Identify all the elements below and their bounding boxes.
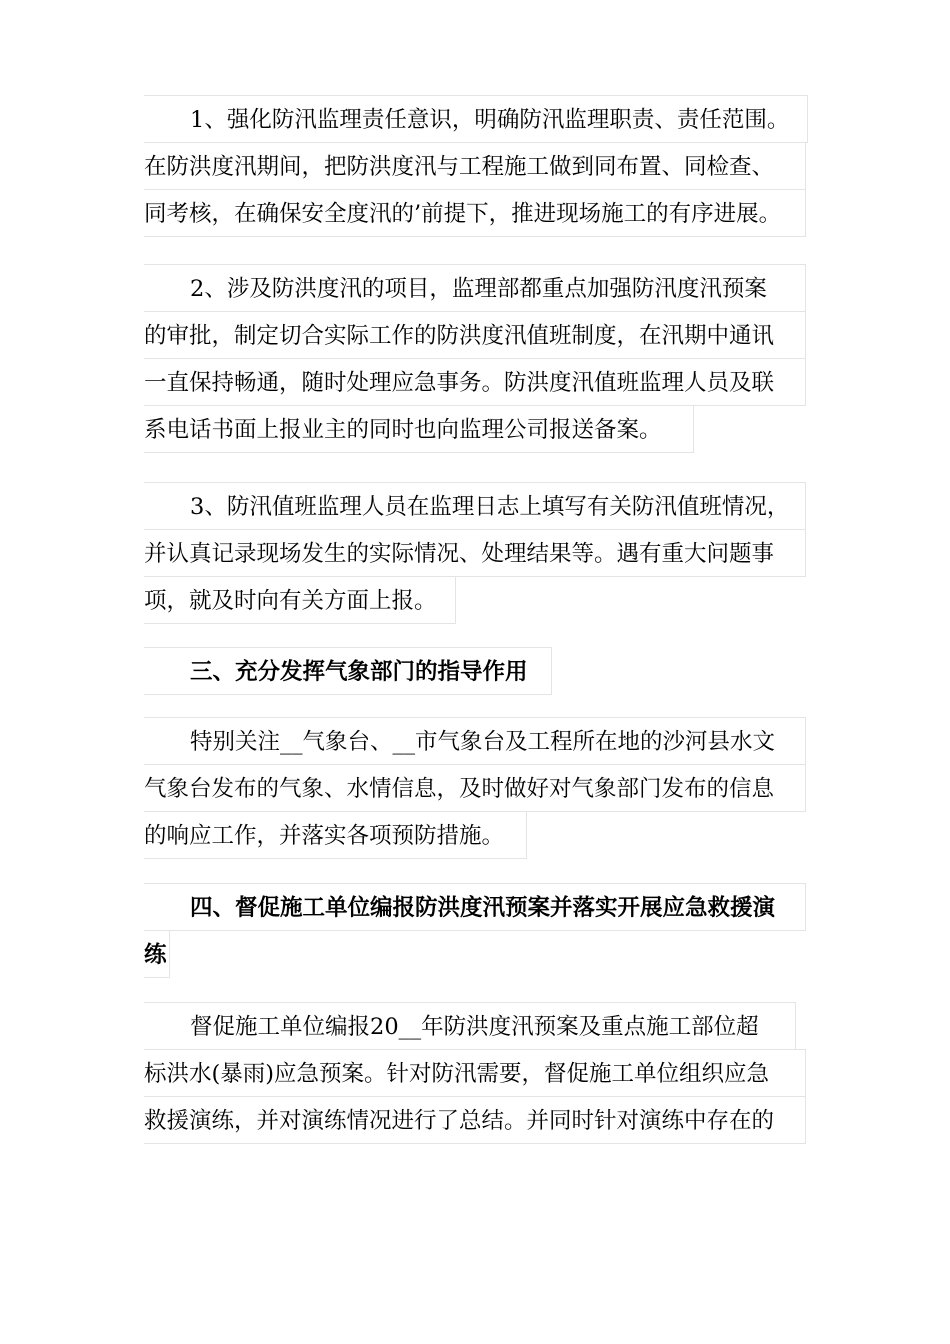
- text-line: 在防洪度汛期间，把防洪度汛与工程施工做到同布置、同检查、: [144, 142, 806, 190]
- text-line: 1、强化防汛监理责任意识，明确防汛监理职责、责任范围。: [144, 95, 808, 143]
- text-line: 一直保持畅通，随时处理应急事务。防洪度汛值班监理人员及联: [144, 358, 806, 406]
- heading-line: 三、充分发挥气象部门的指导作用: [144, 647, 552, 695]
- text-line: 气象台发布的气象、水情信息，及时做好对气象部门发布的信息: [144, 764, 806, 812]
- paragraph-5: [144, 1003, 806, 1144]
- paragraph-1: [144, 96, 806, 237]
- text-line: 系电话书面上报业主的同时也向监理公司报送备案。: [144, 405, 694, 453]
- text-line: 项，就及时向有关方面上报。: [144, 576, 456, 624]
- heading-line: 练: [144, 930, 170, 978]
- text-line: 督促施工单位编报20__年防洪度汛预案及重点施工部位超: [144, 1002, 796, 1050]
- paragraph-4: [144, 718, 806, 859]
- paragraph-2: [144, 265, 806, 453]
- text-line: 2、涉及防洪度汛的项目，监理部都重点加强防汛度汛预案: [144, 264, 806, 312]
- text-line: 救援演练，并对演练情况进行了总结。并同时针对演练中存在的: [144, 1096, 806, 1144]
- text-line: 的审批，制定切合实际工作的防洪度汛值班制度，在汛期中通讯: [144, 311, 806, 359]
- heading-line: 四、督促施工单位编报防洪度汛预案并落实开展应急救援演: [144, 883, 806, 931]
- section-heading-3: [144, 648, 806, 695]
- text-line: 标洪水(暴雨)应急预案。针对防汛需要，督促施工单位组织应急: [144, 1049, 806, 1097]
- text-line: 并认真记录现场发生的实际情况、处理结果等。遇有重大问题事: [144, 529, 806, 577]
- text-line: 的响应工作，并落实各项预防措施。: [144, 811, 527, 859]
- text-line: 3、防汛值班监理人员在监理日志上填写有关防汛值班情况，: [144, 482, 806, 530]
- section-heading-4: [144, 884, 806, 978]
- text-line: 特别关注__气象台、__市气象台及工程所在地的沙河县水文: [144, 717, 806, 765]
- paragraph-3: [144, 483, 806, 624]
- text-line: 同考核，在确保安全度汛的’前提下，推进现场施工的有序进展。: [144, 189, 806, 237]
